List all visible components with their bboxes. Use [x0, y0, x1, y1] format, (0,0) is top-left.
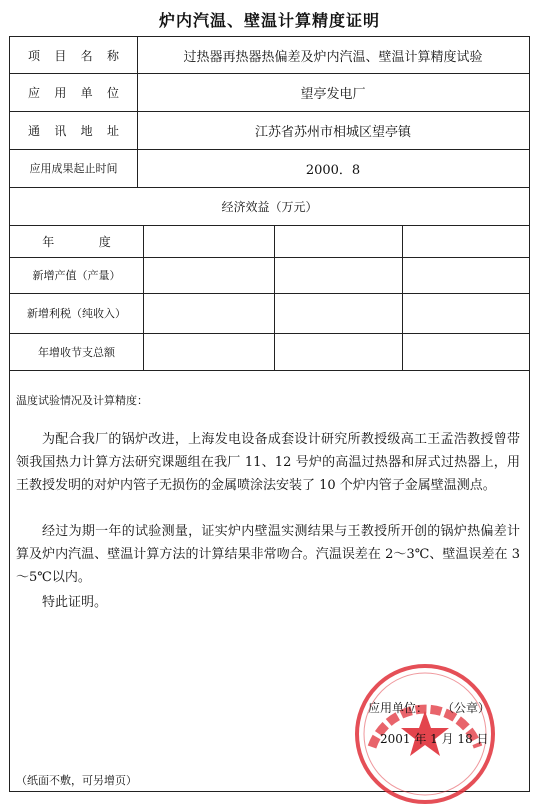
body-heading: 温度试验情况及计算精度：	[16, 394, 148, 407]
year-label	[10, 225, 143, 257]
body-paragraph-2: 经过为期一年的试验测量，证实炉内壁温实测结果与王教授所开创的锅炉热偏差计算及炉内汽温、壁温计算方法的计算结果非常吻合。汽温误差在 2～3℃、壁温误差在 3～5℃以内。	[16, 524, 520, 585]
benefit-header: 经济效益（万元）	[221, 199, 318, 214]
seal-note: （公章）	[442, 701, 491, 715]
new-profit-tax-label: 新增利税（纯收入）	[27, 307, 126, 320]
label-char: 位	[106, 85, 119, 100]
certificate-form	[9, 36, 530, 792]
unit-label	[10, 73, 137, 111]
label-char: 通	[28, 123, 41, 138]
label-char: 应	[28, 85, 41, 100]
footer-note: （纸面不敷，可另增页）	[16, 774, 137, 787]
label-char: 项	[28, 48, 41, 63]
new-output-label: 新增产值（产量）	[32, 269, 121, 282]
signing-date: 2001 年 1 月 18 日	[380, 732, 489, 746]
label-char: 度	[98, 234, 111, 249]
column-divider	[143, 225, 144, 370]
body-paragraph-3: 特此证明。	[42, 595, 108, 610]
project-name-label	[10, 37, 137, 73]
label-char: 地	[80, 123, 93, 138]
label-char: 称	[106, 48, 119, 63]
label-char: 年	[42, 234, 55, 249]
period-label: 应用成果起止时间	[29, 162, 118, 175]
applicant-unit-label: 应用单位：	[368, 701, 429, 715]
label-char: 目	[54, 48, 67, 63]
body-paragraph-1: 为配合我厂的锅炉改进，上海发电设备成套设计研究所教授级高工王孟浩教授曾带领我国热力计算方法研究课题组在我厂 11、12 号炉的高温过热器和屏式过热器上，用王教授发明的对炉内管子无损伤的金属喷涂法安装了 10 个炉内管子金属壁温测点。	[16, 432, 520, 493]
document-title: 炉内汽温、壁温计算精度证明	[158, 11, 380, 30]
column-divider	[274, 225, 275, 370]
label-char: 址	[106, 123, 119, 138]
label-char: 用	[54, 85, 67, 100]
row-divider	[10, 370, 529, 371]
address-label	[10, 111, 137, 149]
project-name-value: 过热器再热器热偏差及炉内汽温、壁温计算精度试验	[183, 49, 483, 65]
period-value: 2000．8	[305, 162, 361, 178]
label-char: 讯	[54, 123, 67, 138]
label-char: 名	[80, 48, 93, 63]
address-value: 江苏省苏州市相城区望亭镇	[254, 124, 411, 140]
label-char: 单	[80, 85, 93, 100]
column-divider	[402, 225, 403, 370]
unit-value: 望亭发电厂	[300, 86, 366, 102]
annual-savings-label: 年增收节支总额	[38, 345, 115, 359]
